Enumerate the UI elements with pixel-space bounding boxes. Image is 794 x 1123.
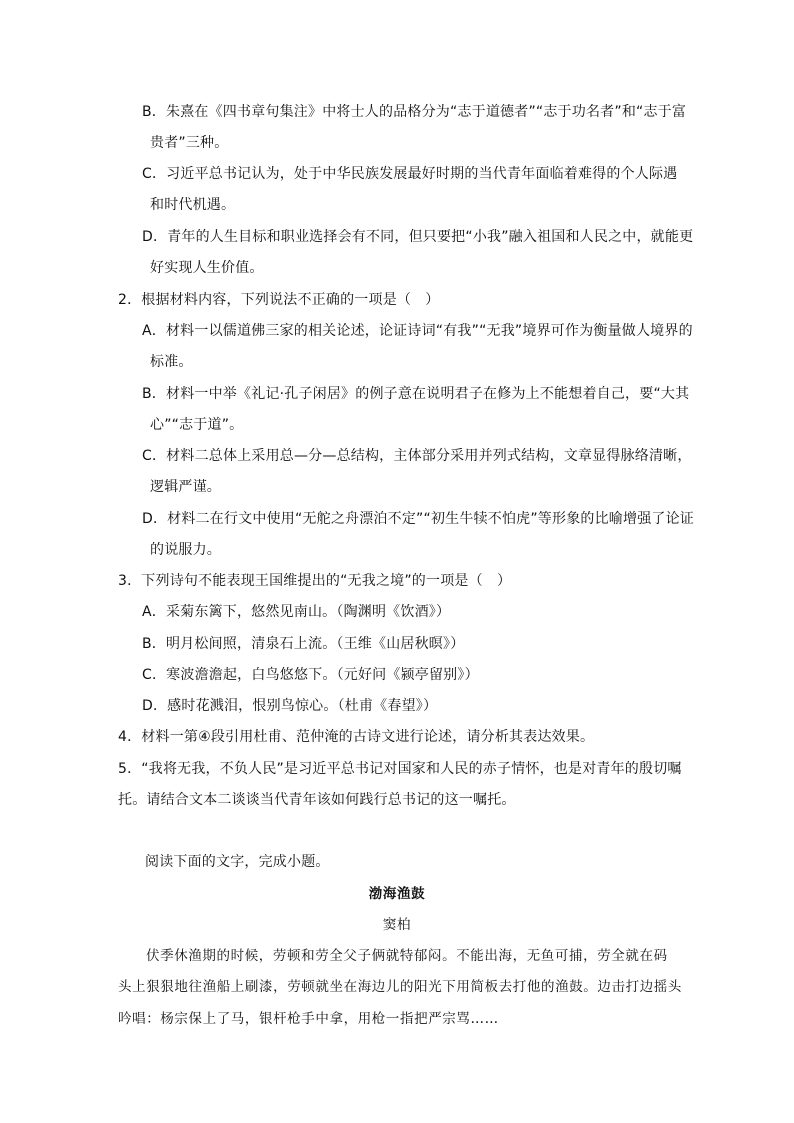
q2-option-d-line2: 的说服力。 xyxy=(150,542,221,558)
q5-line1: 5．“我将无我，不负人民”是习近平总书记对国家和人民的赤子情怀，也是对青年的殷切嘱 xyxy=(118,761,682,777)
q1-option-b-line2: 贵者”三种。 xyxy=(150,135,229,151)
q2-option-d-line1: D．材料二在行文中使用“无舵之舟漂泊不定”“初生牛犊不怕虎”等形象的比喻增强了论证 xyxy=(142,511,694,527)
q3-option-c: C．寒波澹澹起，白鸟悠悠下。（元好问《颍亭留别》） xyxy=(142,667,479,683)
q2-option-b-line2: 心”“志于道”。 xyxy=(150,417,244,433)
q2-option-c-line2: 逻辑严谨。 xyxy=(150,479,221,495)
q1-option-d-line1: D．青年的人生目标和职业选择会有不同，但只要把“小我”融入祖国和人民之中，就能更 xyxy=(142,229,694,245)
q1-option-d-line2: 好实现人生价值。 xyxy=(150,260,264,276)
reading-paragraph-line1: 伏季休渔期的时候，劳顿和劳全父子俩就特郁闷。不能出海，无鱼可捕，劳全就在码 xyxy=(146,948,668,964)
q1-option-c-line2: 和时代机遇。 xyxy=(150,197,236,213)
reading-author: 窦柏 xyxy=(382,917,412,933)
q2-option-b-line1: B．材料一中举《礼记·孔子闲居》的例子意在说明君子在修为上不能想着自己，要“大其 xyxy=(142,386,690,402)
q2-option-a-line1: A．材料一以儒道佛三家的相关论述，论证诗词“有我”“无我”境界可作为衡量做人境界的 xyxy=(142,323,693,339)
reading-instruction: 阅读下面的文字，完成小题。 xyxy=(145,854,330,870)
q3-option-a: A．采菊东篱下，悠然见南山。（陶渊明《饮酒》） xyxy=(142,604,451,620)
q2-stem: 2．根据材料内容，下列说法不正确的一项是（ ） xyxy=(118,292,440,308)
reading-title: 渤海渔鼓 xyxy=(368,886,426,902)
q1-option-c-line1: C．习近平总书记认为，处于中华民族发展最好时期的当代青年面临着难得的个人际遇 xyxy=(142,166,678,182)
q5-line2: 托。请结合文本二谈谈当代青年该如何践行总书记的这一嘱托。 xyxy=(118,792,516,808)
reading-paragraph-line3: 吟唱：杨宗保上了马，银杆枪手中拿，用枪一指把严宗骂…… xyxy=(118,1011,499,1027)
q1-option-b-line1: B．朱熹在《四书章句集注》中将士人的品格分为“志于道德者”“志于功名者”和“志于富 xyxy=(142,104,687,120)
q2-option-a-line2: 标准。 xyxy=(150,354,193,370)
q3-stem: 3．下列诗句不能表现王国维提出的“无我之境”的一项是（ ） xyxy=(118,573,512,589)
q3-option-b: B．明月松间照，清泉石上流。（王维《山居秋暝》） xyxy=(142,636,465,652)
q3-option-d: D．感时花溅泪，恨别鸟惊心。（杜甫《春望》） xyxy=(142,698,438,714)
q2-option-c-line1: C．材料二总体上采用总—分—总结构，主体部分采用并列式结构，文章显得脉络清晰， xyxy=(142,448,692,464)
q4-stem: 4．材料一第④段引用杜甫、范仲淹的古诗文进行论述，请分析其表达效果。 xyxy=(118,729,595,745)
reading-paragraph-line2: 头上狠狠地往渔船上刷漆，劳顿就坐在海边儿的阳光下用简板去打他的渔鼓。边击打边摇头 xyxy=(118,979,682,995)
